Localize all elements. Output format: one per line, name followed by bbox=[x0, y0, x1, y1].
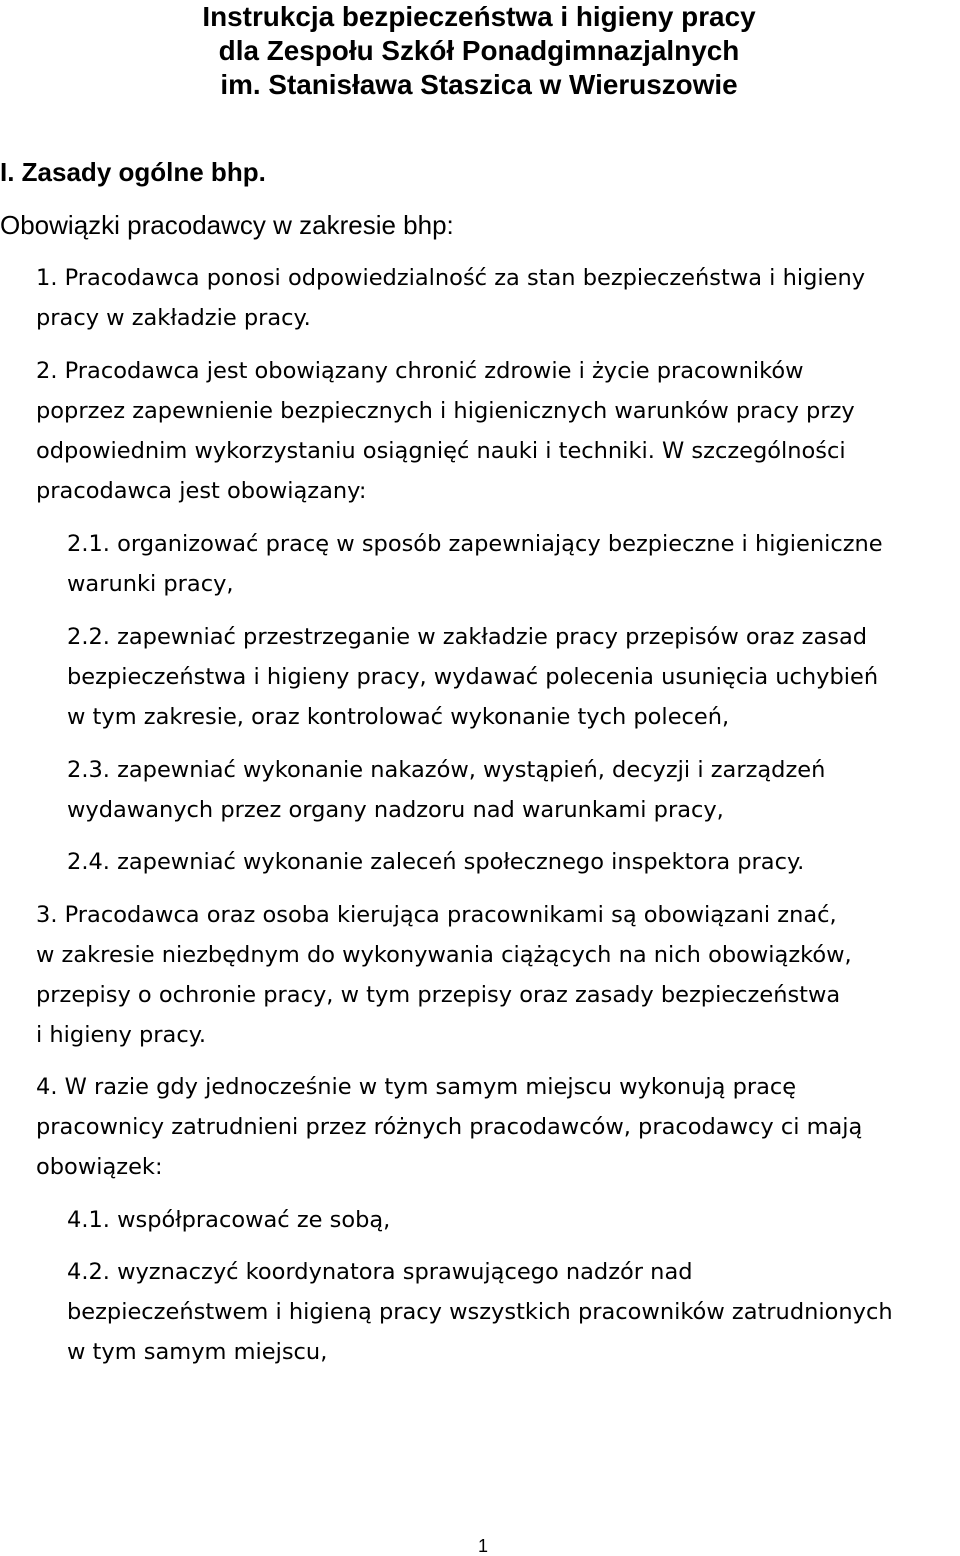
text-line: 4.2. wyznaczyć koordynatora sprawującego nadzór nad bbox=[67, 1259, 693, 1285]
text-line: warunki pracy, bbox=[67, 571, 234, 597]
section-subheading: Obowiązki pracodawcy w zakresie bhp: bbox=[0, 210, 454, 240]
document-title bbox=[0, 0, 960, 102]
title-line: dla Zespołu Szkół Ponadgimnazjalnych bbox=[218, 35, 740, 66]
paragraph-4 bbox=[36, 1067, 862, 1187]
text-line: bezpieczeństwem i higieną pracy wszystkich pracowników zatrudnionych bbox=[67, 1299, 893, 1325]
title-line: im. Stanisława Staszica w Wieruszowie bbox=[220, 69, 738, 100]
paragraph-2-1 bbox=[67, 524, 883, 604]
text-line: w zakresie niezbędnym do wykonywania ciążących na nich obowiązków, bbox=[36, 942, 852, 968]
text-line: i higieny pracy. bbox=[36, 1022, 206, 1048]
paragraph-2-3 bbox=[67, 750, 825, 830]
paragraph-2-4 bbox=[67, 842, 804, 882]
text-line: obowiązek: bbox=[36, 1154, 163, 1180]
text-line: bezpieczeństwa i higieny pracy, wydawać polecenia usunięcia uchybień bbox=[67, 664, 879, 690]
text-line: pracy w zakładzie pracy. bbox=[36, 305, 311, 331]
text-line: przepisy o ochronie pracy, w tym przepisy oraz zasady bezpieczeństwa bbox=[36, 982, 841, 1008]
paragraph-2 bbox=[36, 351, 855, 511]
text-line: 1. Pracodawca ponosi odpowiedzialność za stan bezpieczeństwa i higieny bbox=[36, 265, 866, 291]
text-line: 3. Pracodawca oraz osoba kierująca pracownikami są obowiązani znać, bbox=[36, 902, 837, 928]
paragraph-3 bbox=[36, 895, 852, 1055]
text-line: pracodawca jest obowiązany: bbox=[36, 478, 367, 504]
text-line: 2. Pracodawca jest obowiązany chronić zdrowie i życie pracowników bbox=[36, 358, 804, 384]
text-line: poprzez zapewnienie bezpiecznych i higienicznych warunków pracy przy bbox=[36, 398, 855, 424]
text-line: w tym samym miejscu, bbox=[67, 1339, 328, 1365]
paragraph-1 bbox=[36, 258, 865, 338]
section-heading: I. Zasady ogólne bhp. bbox=[0, 157, 266, 187]
text-line: pracownicy zatrudnieni przez różnych pracodawców, pracodawcy ci mają bbox=[36, 1114, 863, 1140]
paragraph-2-2 bbox=[67, 617, 878, 737]
paragraph-4-2 bbox=[67, 1252, 893, 1372]
text-line: 2.1. organizować pracę w sposób zapewniający bezpieczne i higieniczne bbox=[67, 531, 883, 557]
text-line: 4. W razie gdy jednocześnie w tym samym miejscu wykonują pracę bbox=[36, 1074, 797, 1100]
text-line: 2.4. zapewniać wykonanie zaleceń społecznego inspektora pracy. bbox=[67, 849, 805, 875]
text-line: w tym zakresie, oraz kontrolować wykonanie tych poleceń, bbox=[67, 704, 730, 730]
text-line: wydawanych przez organy nadzoru nad warunkami pracy, bbox=[67, 797, 724, 823]
text-line: 4.1. współpracować ze sobą, bbox=[67, 1207, 391, 1233]
text-line: 2.3. zapewniać wykonanie nakazów, wystąpień, decyzji i zarządzeń bbox=[67, 757, 826, 783]
text-line: odpowiednim wykorzystaniu osiągnięć nauki i techniki. W szczególności bbox=[36, 438, 846, 464]
page-number: 1 bbox=[477, 1536, 488, 1556]
text-line: 2.2. zapewniać przestrzeganie w zakładzie pracy przepisów oraz zasad bbox=[67, 624, 868, 650]
title-line: Instrukcja bezpieczeństwa i higieny pracy bbox=[202, 1, 756, 32]
paragraph-4-1 bbox=[67, 1200, 390, 1240]
